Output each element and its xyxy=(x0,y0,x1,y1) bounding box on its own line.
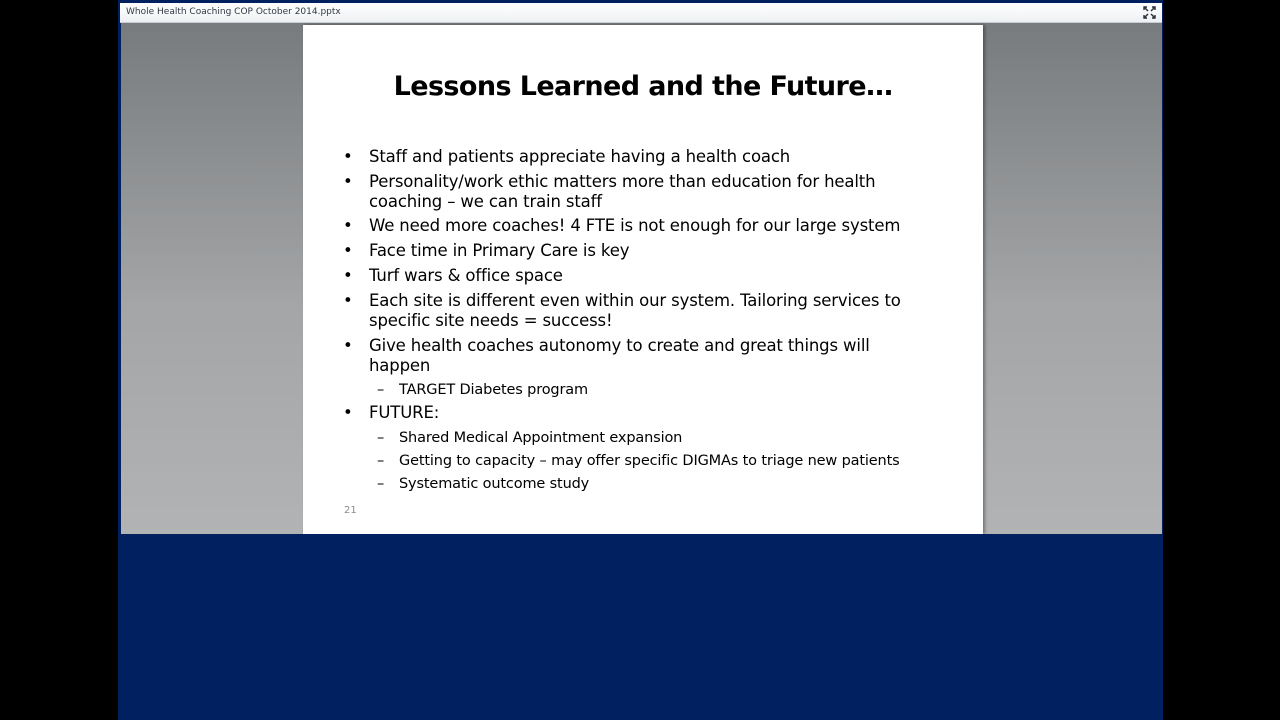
bullet-item xyxy=(343,291,949,331)
bullet-text: Face time in Primary Care is key xyxy=(369,241,630,260)
sub-bullet-text: Shared Medical Appointment expansion xyxy=(399,430,683,446)
bullet-item xyxy=(343,147,949,167)
slide-stage xyxy=(121,23,1162,534)
document-title: Whole Health Coaching COP October 2014.pptx xyxy=(126,7,341,17)
bullet-item xyxy=(343,336,909,376)
slide xyxy=(303,25,983,534)
sub-bullet-text: Getting to capacity – may offer specific DIGMAs to triage new patients xyxy=(399,453,900,469)
sub-bullet-item xyxy=(377,429,683,447)
bullet-marker: • xyxy=(343,241,353,260)
viewer-title-bar xyxy=(120,3,1162,23)
sub-bullet-marker: – xyxy=(377,453,385,469)
bullet-marker: • xyxy=(343,291,353,310)
bullet-item xyxy=(343,172,929,212)
bullet-marker: • xyxy=(343,147,353,166)
bullet-marker: • xyxy=(343,266,353,285)
sub-bullet-text: TARGET Diabetes program xyxy=(399,382,589,398)
bullet-marker: • xyxy=(343,172,353,191)
bullet-text: Turf wars & office space xyxy=(369,266,563,285)
bullet-text: Personality/work ethic matters more than education for health coaching – we can train staff xyxy=(369,172,876,211)
bullet-text: Staff and patients appreciate having a health coach xyxy=(369,147,791,166)
bullet-text: Give health coaches autonomy to create and great things will happen xyxy=(369,336,870,375)
sub-bullet-item xyxy=(377,452,900,470)
bullet-item xyxy=(343,403,949,423)
sub-bullet-item xyxy=(377,381,589,399)
sub-bullet-item xyxy=(377,475,590,493)
bullet-marker: • xyxy=(343,403,353,422)
bullet-text: FUTURE: xyxy=(369,403,440,422)
bullet-marker: • xyxy=(343,336,353,355)
sub-bullet-marker: – xyxy=(377,430,385,446)
sub-bullet-marker: – xyxy=(377,382,385,398)
slide-number: 21 xyxy=(344,505,357,516)
sub-bullet-marker: – xyxy=(377,476,385,492)
expand-arrows-icon[interactable] xyxy=(1142,5,1157,20)
bullet-item xyxy=(343,241,949,261)
bullet-text: We need more coaches! 4 FTE is not enough for our large system xyxy=(369,216,901,235)
slide-title: Lessons Learned and the Future… xyxy=(393,71,893,102)
bullet-item xyxy=(343,266,949,286)
bullet-item xyxy=(343,216,959,236)
bullet-text: Each site is different even within our system. Tailoring services to specific site needs = success! xyxy=(369,291,901,330)
sub-bullet-text: Systematic outcome study xyxy=(399,476,590,492)
bullet-marker: • xyxy=(343,216,353,235)
